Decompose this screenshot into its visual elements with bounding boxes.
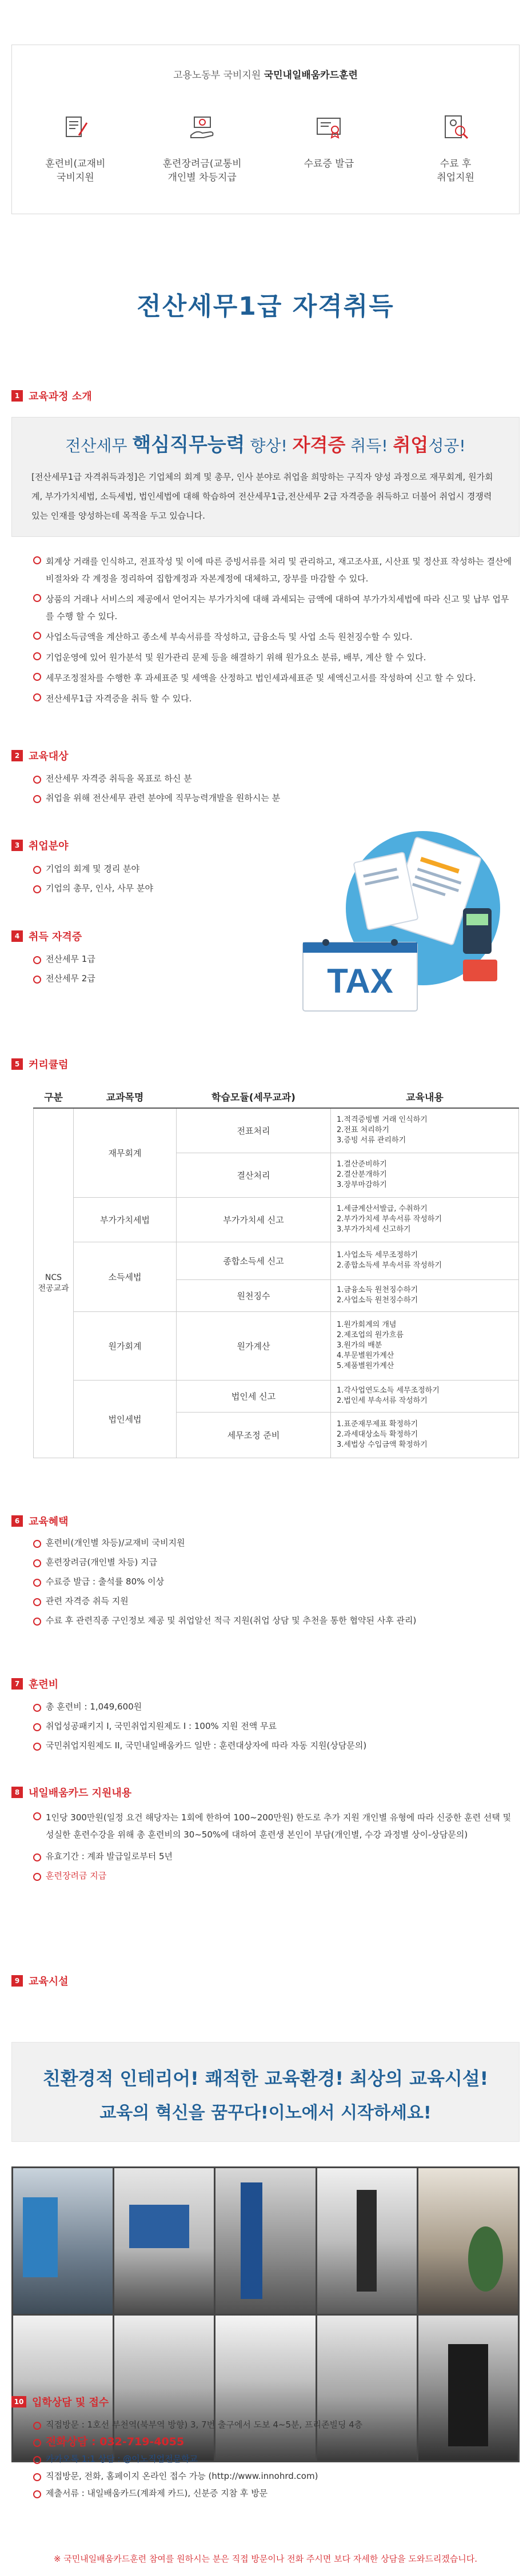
classroom-photo [114,2168,214,2314]
jobs-list [33,862,273,901]
certificate-icon [314,113,344,142]
intro-head-part: 취업 [393,434,429,456]
facility-line-2: 교육의 혁신을 꿈꾸다!이노에서 시작하세요! [99,2103,432,2123]
support-title-bold: 국민내일배움카드훈련 [263,70,358,81]
subject-cell: 부가가치세법 [74,1197,177,1242]
support-item-allowance [145,113,259,184]
list-item: 직접방문, 전화, 홈페이지 온라인 접수 가능 (http://www.innohrd.com) [33,2470,519,2482]
content-cell: 1.세금계산서발급, 수취하기 2.부가가치세 부속서류 작성하기 3.부가가치세 신고하기 [331,1197,519,1242]
list-item: 국민취업지원제도 II, 국민내일배움카드 일반 : 훈련대상자에 따라 자동 지원(상담문의) [33,1739,519,1752]
category-label: NCS 전공교과 [38,1273,69,1294]
support-item-label: 수료증 발급 [304,158,354,170]
benefits-list [33,1536,519,1634]
list-item: 상품의 거래나 서비스의 제공에서 얻어지는 부가가치에 대해 과세되는 금액에 대하여 부가가치세법에 따라 신고 및 납부 업무를 수행 할 수 있다. [33,591,513,625]
section-title: 취업분야 [29,840,69,852]
section-title: 교육혜택 [29,1516,69,1528]
certs-list [33,953,273,992]
content-cell: 1.표준재무제표 확정하기 2.과세대상소득 확정하기 3.세법상 수입금액 확정하기 [331,1412,519,1458]
module-cell: 원가계산 [177,1311,331,1380]
list-item: 기업의 총무, 인사, 사무 분야 [33,882,273,894]
list-item: 수료증 발급 : 출석률 80% 이상 [33,1575,519,1588]
module-cell: 부가가치세 신고 [177,1197,331,1242]
list-item: 사업소득금액을 계산하고 종소세 부속서류를 작성하고, 급융소득 및 사업 소득 원천징수할 수 있다. [33,628,513,645]
table-row [34,1108,519,1153]
intro-head-part: 전산세무 [65,436,133,455]
content-cell: 1.적격증빙별 거래 인식하기 2.전표 처리하기 3.증빙 서류 관리하기 [331,1108,519,1153]
section-title: 교육과정 소개 [29,391,92,403]
intro-list [33,553,513,711]
support-item-certificate [272,113,386,184]
section-2-header [11,748,69,763]
table-row [34,1380,519,1412]
hallway-photo [317,2168,417,2314]
section-title: 커리큘럼 [29,1059,69,1071]
list-item: 관련 자격증 취득 지원 [33,1595,519,1607]
module-cell: 세무조정 준비 [177,1412,331,1458]
section-title: 입학상담 및 접수 [32,2397,109,2409]
subject-cell: 원가회계 [74,1311,177,1380]
list-item: 취업을 위해 전산세무 관련 분야에 직무능력개발을 원하시는 분 [33,792,308,804]
job-search-icon [441,113,470,142]
list-item: 훈련비(개인별 차등)/교재비 국비지원 [33,1536,519,1549]
section-title: 교육시설 [29,1976,69,1988]
list-item: 1인당 300만원(일정 요건 해당자는 1회에 한하여 100~200만원) 한도로 추가 지원 개인별 유형에 따라 신중한 훈련 선택 및 성실한 훈련수강을 위해 총 훈련비의 30~50%에 대하여 훈련생 본인이 부담(개인별, 수강 과정별 상이-상담문의) [33,1809,519,1843]
list-item: 직접방문 : 1호선 부천역(북부역 방향) 3, 7번 출구에서 도보 4~5분, 프리존빌딩 4층 [33,2418,519,2431]
facility-line-1: 친환경적 인테리어! 쾌적한 교육환경! 최상의 교육시설! [42,2068,489,2089]
intro-box [11,417,520,537]
list-item: 전산세무 2급 [33,972,273,985]
column-header: 학습모듈(세무교과) [177,1085,331,1108]
section-number: 4 [11,930,23,942]
module-cell: 전표처리 [177,1108,331,1153]
facility-banner [11,2042,520,2142]
list-item: 제출서류 : 내일배움카드(계좌제 카드), 신분증 지참 후 방문 [33,2487,519,2499]
intro-head-part: 성공! [428,436,466,455]
lobby-photo [13,2168,113,2314]
support-item-job [398,113,513,184]
section-number: 8 [11,1787,23,1798]
list-item: 총 훈련비 : 1,049,600원 [33,1700,519,1713]
support-title-prefix: 고용노동부 국비지원 [173,70,261,81]
section-number: 1 [11,390,23,402]
content-cell: 1.결산준비하기 2.결산분개하기 3.장부마감하기 [331,1153,519,1197]
support-box [11,45,520,214]
support-item-tuition [18,113,133,184]
tax-calendar-illustration [292,822,509,1022]
support-title [12,67,519,81]
intro-head-part: 자격증 [292,434,346,456]
column-header: 교과목명 [74,1085,177,1108]
support-item-label: 훈련비(교재비 국비지원 [45,158,106,183]
module-cell: 원천징수 [177,1279,331,1311]
table-row [34,1242,519,1279]
section-1-header [11,388,92,403]
subject-cell: 법인세법 [74,1380,177,1458]
list-item: 수료 후 관련직종 구인정보 제공 및 취업알선 적극 지원(취업 상담 및 추천을 통한 협약된 사후 관리) [33,1614,519,1627]
list-item: 세무조정절차를 수행한 후 과세표준 및 세액을 산정하고 법인세과세표준 및 세액신고서를 작성하여 신고 할 수 있다. [33,669,513,687]
section-number: 6 [11,1515,23,1527]
contact-list [33,2418,519,2504]
module-cell: 법인세 신고 [177,1380,331,1412]
section-8-header [11,1785,131,1800]
list-item: 카카오톡 1:1 상담 : @이노직업전문학교 [33,2453,519,2465]
table-header-row [34,1085,519,1108]
intro-head-part: 핵심직무능력 [132,434,245,456]
section-title: 훈련비 [29,1679,59,1691]
list-item: 전산세무1급 자격증을 취득 할 수 있다. [33,690,513,707]
column-header: 구분 [34,1085,74,1108]
list-item: 기업운영에 있어 원가분석 및 원가관리 문제 등을 해결하기 위해 원가요소 분류, 배부, 계산 할 수 있다. [33,649,513,666]
table-row [34,1197,519,1242]
tax-text: TAX [327,962,393,1000]
page-title: 전산세무1급 자격취득 [137,292,394,321]
card-support-list [33,1809,519,1889]
section-4-header [11,929,82,944]
intro-head-part: 취득! [345,436,393,455]
section-title: 취득 자격증 [29,931,82,943]
section-number: 7 [11,1678,23,1690]
section-number: 2 [11,750,23,761]
content-cell: 1.사업소득 세무조정하기 2.종합소득세 부속서류 작성하기 [331,1242,519,1279]
intro-head-part: 향상! [245,436,293,455]
list-item: 훈련장려금 지급 [33,1869,519,1882]
support-item-label: 훈련장려금(교통비 개인별 차등지급 [162,158,242,183]
curriculum-table [33,1085,519,1458]
content-cell: 1.각사업연도소득 세무조정하기 2.법인세 부속서류 작성하기 [331,1380,519,1412]
column-header: 교육내용 [331,1085,519,1108]
list-item: 유효기간 : 계좌 발급일로부터 5년 [33,1850,519,1863]
footer-note: ※ 국민내일배움카드훈련 참여를 원하시는 분은 직접 방문이나 전화 주시면 보다 자세한 상담을 도와드리겠습니다. [53,2554,478,2564]
section-number: 3 [11,840,23,851]
module-cell: 종합소득세 신고 [177,1242,331,1279]
section-number: 10 [11,2396,26,2408]
section-title: 교육대상 [29,751,69,763]
section-title: 내일배움카드 지원내용 [29,1787,132,1799]
target-list [33,772,308,811]
list-item: 회계상 거래를 인식하고, 전표작성 및 이에 따른 증빙서류를 처리 및 관리하고, 재고조사표, 시산표 및 정산표 작성하는 결산에비절차와 각 계정을 정리하여 집합계정과 자본계정에 대체하고, 장부를 마감할 수 있다. [33,553,513,587]
section-number: 5 [11,1058,23,1070]
section-number: 9 [11,1975,23,1987]
content-cell: 1.원가회계의 개념 2.제조업의 원가흐름 3.원가의 배분 4.부문별원가계산 5.제품별원가계산 [331,1311,519,1380]
category-cell [34,1108,74,1458]
list-item: 취업성공패키지 I, 국민취업지원제도 I : 100% 지원 전액 무료 [33,1720,519,1732]
section-3-header [11,838,69,853]
fee-list [33,1700,519,1759]
content-cell: 1.금융소득 원천징수하기 2.사업소득 원천징수하기 [331,1279,519,1311]
section-6-header [11,1514,69,1528]
subject-cell: 소득세법 [74,1242,177,1311]
intro-description: [전산세무1급 자격취득과정]은 기업체의 회계 및 총무, 인사 분야로 취업을 희망하는 구직자 양성 과정으로 재무회계, 원가회계, 부가가치세법, 소득세법, 법인세법에 대해 학습하여 전산세무1급,전산세무 2급 자격증을 취득하고 더불어 취업시 경쟁력 있는 인재를 양성하는데 목적을 두고 있습니다. [31,472,493,521]
table-row [34,1311,519,1380]
section-10-header [11,2394,109,2409]
information-desk-photo [215,2168,315,2314]
list-item: 전화상담 : 032-719-4055 [33,2435,519,2448]
document-pencil-icon [61,113,90,142]
list-item: 기업의 회계 및 경리 분야 [33,862,273,875]
section-7-header [11,1676,58,1691]
support-item-label: 수료 후 취업지원 [437,158,474,183]
lounge-photo [418,2168,518,2314]
list-item: 훈련장려금(개인별 차등) 지급 [33,1556,519,1568]
list-item: 전산세무 자격증 취득을 목표로 하신 분 [33,772,308,785]
section-5-header [11,1057,69,1072]
support-icons [12,113,519,184]
module-cell: 결산처리 [177,1153,331,1197]
list-item: 전산세무 1급 [33,953,273,965]
subject-cell: 재무회계 [74,1108,177,1197]
intro-headline [12,429,519,457]
money-hand-icon [187,113,217,142]
section-9-header [11,1973,69,1988]
